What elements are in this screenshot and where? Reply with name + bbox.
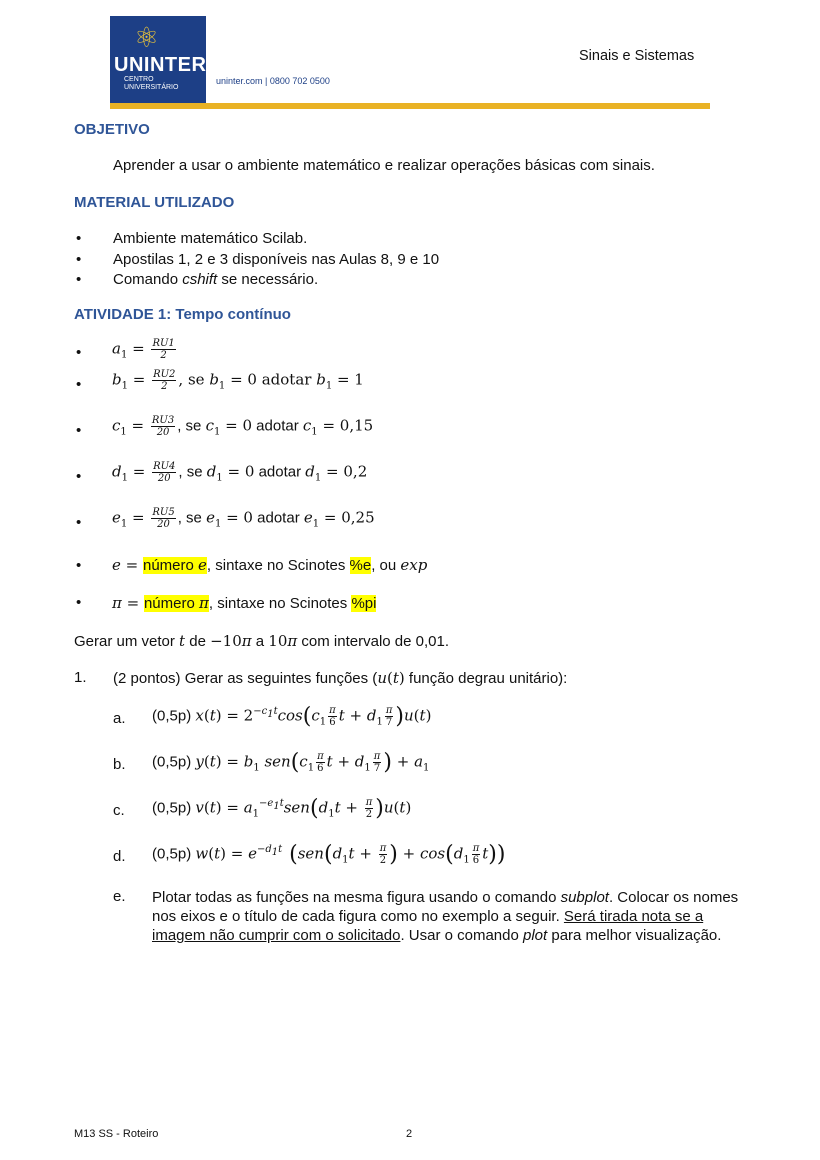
def-pi-const: π = número π, sintaxe no Scinotes %pi <box>112 594 377 612</box>
subitem-label: c. <box>113 802 125 819</box>
material-item: Apostilas 1, 2 e 3 disponíveis nas Aulas 8, 9 e 10 <box>113 251 440 268</box>
def-b1: $b_1$ = $\frac{RU2}{2}$ , se $b_1 = 0$ adotar $b_1 = 1$ <box>112 369 364 392</box>
objetivo-text: Aprender a usar o ambiente matemático e realizar operações básicas com sinais. <box>113 157 655 174</box>
def-e1: $e_1$ = $\frac{RU5}{20}$ , se $e_1 = 0$ adotar $e_1 = 0,25$ <box>112 507 375 530</box>
bullet-icon: • <box>76 422 82 439</box>
def-e-const: e = número e, sintaxe no Scinotes %e, ou exp <box>112 556 428 574</box>
bullet-icon: • <box>76 594 82 611</box>
subitem-label: e. <box>113 888 126 905</box>
formula-v: (0,5p) $v(t) = a_1^{-e_1t}sen(d_1t$ + $\frac{\pi}{2}$ )u(t) <box>152 796 412 821</box>
def-d1: $d_1$ = $\frac{RU4}{20}$ , se $d_1 = 0$ adotar $d_1 = 0,2$ <box>112 461 368 484</box>
formula-x: (0,5p) $x(t) = 2^{-c_1t}\cos(c_1$ $\frac{\pi}{6}$ $t + d_1$ $\frac{\pi}{7}$ )u(t) <box>152 704 432 729</box>
subitem-label: a. <box>113 710 126 727</box>
bullet-icon: • <box>76 344 82 361</box>
header-contact: uninter.com | 0800 702 0500 <box>216 76 330 86</box>
def-c1: $c_1$ = $\frac{RU3}{20}$ , se $c_1 = 0$ adotar $c_1 = 0,15$ <box>112 415 374 438</box>
bullet-icon: • <box>76 557 82 574</box>
globe-icon: ⚛ <box>134 22 160 53</box>
footer-left: M13 SS - Roteiro <box>74 1128 159 1140</box>
logo-sub: CENTRO UNIVERSITÁRIO <box>124 76 179 91</box>
page-number: 2 <box>406 1128 413 1140</box>
header-title: Sinais e Sistemas <box>579 48 695 64</box>
formula-y: (0,5p) $y(t) = b_1$ $sen(c_1$ $\frac{\pi}{6}$ $t + d_1$ $\frac{\pi}{7}$ ) + $a_1$ <box>152 750 430 775</box>
bullet-icon: • <box>76 230 82 247</box>
bullet-icon: • <box>76 251 82 268</box>
header-divider <box>110 103 710 109</box>
bullet-icon: • <box>76 514 82 531</box>
bullet-icon: • <box>76 468 82 485</box>
subitem-label: d. <box>113 848 126 865</box>
logo-brand: UNINTER <box>114 54 207 76</box>
subitem-e-text: Plotar todas as funções na mesma figura usando o comando subplot. Colocar os nomes nos eixos e o título de cada figura como no exemplo a seguir. Será tirada nota se a imagem não cumprir com o solicitado. Usar o comando plot para melhor visualização. <box>152 889 739 944</box>
heading-objetivo: OBJETIVO <box>74 121 150 138</box>
def-a1: $a_1$ = $\frac{RU1}{2}$ <box>112 338 175 361</box>
uninter-logo <box>110 16 206 104</box>
bullet-icon: • <box>76 376 82 393</box>
material-item: Comando cshift se necessário. <box>113 271 319 288</box>
vector-text: Gerar um vetor t de −10π a 10π com intervalo de 0,01. <box>74 632 450 650</box>
heading-material: MATERIAL UTILIZADO <box>74 194 235 211</box>
question-text: (2 pontos) Gerar as seguintes funções (u(t) função degrau unitário): <box>113 669 568 687</box>
bullet-icon: • <box>76 271 82 288</box>
question-number: 1. <box>74 669 87 686</box>
formula-w: (0,5p) $w(t) = e^{-d_1t}$ ($sen(d_1t$ + $\frac{\pi}{2}$ ) + $\cos(d_1$ $\frac{\pi}{6}$ t)) <box>152 842 506 867</box>
heading-atividade: ATIVIDADE 1: Tempo contínuo <box>74 306 291 323</box>
material-item: Ambiente matemático Scilab. <box>113 230 308 247</box>
subitem-label: b. <box>113 756 126 773</box>
